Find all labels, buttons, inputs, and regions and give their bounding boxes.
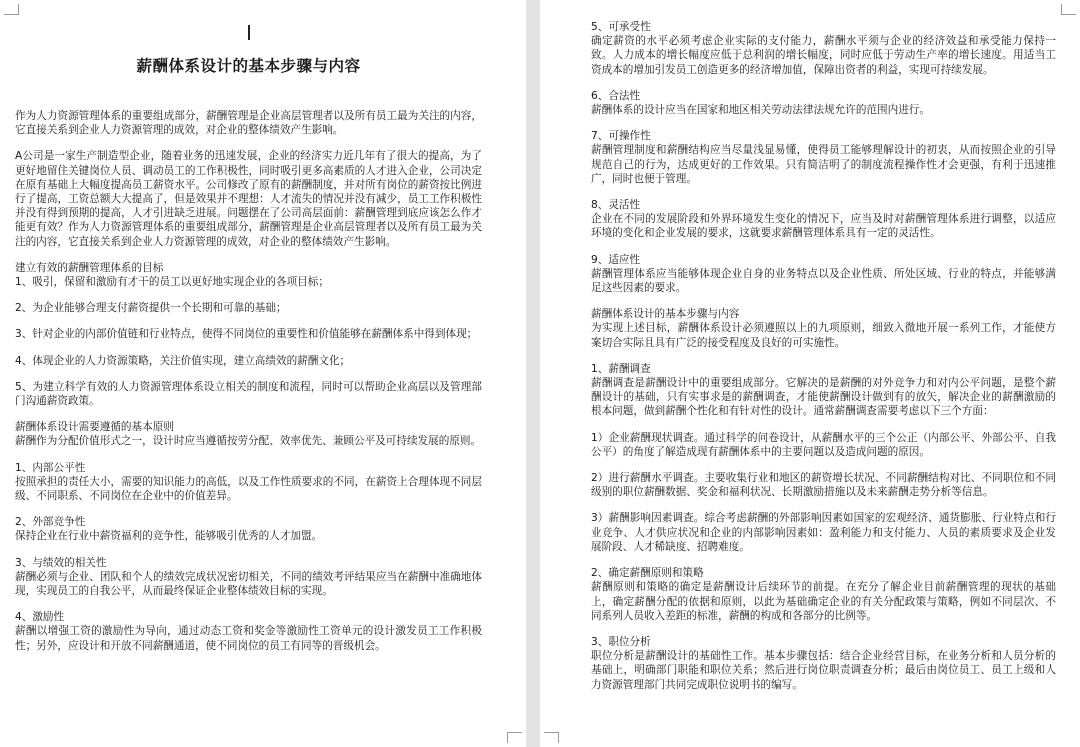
paragraph: 1、内部公平性 按照承担的责任大小，需要的知识能力的高低，以及工作性质要求的不同，在薪资上合理体现不同层级、不同职系、不同岗位在企业中的价值差异。 xyxy=(15,461,482,503)
document-page-left[interactable] xyxy=(0,0,526,747)
crop-mark xyxy=(1061,4,1076,15)
paragraph: 5、为建立科学有效的人力资源管理体系设立相关的制度和流程，同时可以帮助企业高层以及管理部门沟通薪资政策。 xyxy=(15,380,482,408)
paragraph: 3、职位分析 职位分析是薪酬设计的基础性工作。基本步骤包括：结合企业经营目标，在业务分析和人员分析的基础上，明确部门职能和职位关系；然后进行岗位职责调查分析；最后由岗位员工、员工上级和人力资源管理部门共同完成职位说明书的编写。 xyxy=(591,635,1056,691)
paragraph: A公司是一家生产制造型企业，随着业务的迅速发展，企业的经济实力近几年有了很大的提高，为了更好地留住关键岗位人员、调动员工的工作积极性，同时吸引更多高素质的人才进入企业，公司决定在原有基础上大幅度提高员工薪资水平。公司修改了原有的薪酬制度，并对所有岗位的薪资按比例进行了提高，工资总额大大提高了，但是效果并不理想：人才流失的情况并没有减少，员工工作积极性并没有得到预期的提高，人才引进缺乏进展。问题摆在了公司高层面前：薪酬管理到底应该怎么作才能更有效？作为人力资源管理体系的重要组成部分，薪酬管理是企业高层管理者以及所有员工最为关注的内容，它直接关系到企业人力资源管理的成效，对企业的整体绩效产生影响。 xyxy=(15,150,482,248)
paragraph: 3）薪酬影响因素调查。综合考虑薪酬的外部影响因素如国家的宏观经济、通货膨胀、行业特点和行业竞争、人才供应状况和企业的内部影响因素如：盈利能力和支付能力、人员的素质要求及企业发展阶段、人才稀缺度、招聘难度。 xyxy=(591,512,1056,553)
paragraph: 6、合法性 薪酬体系的设计应当在国家和地区相关劳动法律法规允许的范围内进行。 xyxy=(591,89,930,117)
paragraph: 2、外部竞争性 保持企业在行业中薪资福利的竞争性，能够吸引优秀的人才加盟。 xyxy=(15,516,323,543)
paragraph: 薪酬体系设计需要遵循的基本原则 薪酬作为分配价值形式之一，设计时应当遵循按劳分配、效率优先、兼顾公平及可持续发展的原则。 xyxy=(15,421,482,448)
paragraph: 3、针对企业的内部价值链和行业特点，使得不同岗位的重要性和价值能够在薪酬体系中得到体现； xyxy=(15,328,478,341)
paragraph: 建立有效的薪酬管理体系的目标 1、吸引，保留和激励有才干的员工以更好地实现企业的各项目标； xyxy=(15,261,329,289)
document-page-right[interactable] xyxy=(540,0,1080,747)
text-cursor xyxy=(248,25,250,40)
crop-mark xyxy=(507,732,522,743)
paragraph: 2）进行薪酬水平调查。主要收集行业和地区的薪资增长状况、不同薪酬结构对比、不同职位和不同级别的职位薪酬数据、奖金和福利状况、长期激励措施以及未来薪酬走势分析等信息。 xyxy=(591,472,1056,499)
paragraph: 4、体现企业的人力资源策略，关注价值实现，建立高绩效的薪酬文化； xyxy=(15,354,351,367)
paragraph: 作为人力资源管理体系的重要组成部分，薪酬管理是企业高层管理者以及所有员工最为关注的内容，它直接关系到企业人力资源管理的成效，对企业的整体绩效产生影响。 xyxy=(15,110,482,137)
paragraph: 4、激励性 薪酬以增强工资的激励性为导向，通过动态工资和奖金等激励性工资单元的设计激发员工工作积极性；另外，应设计和开放不同薪酬通道，使不同岗位的员工有同等的晋级机会。 xyxy=(15,611,482,652)
crop-mark xyxy=(544,732,559,743)
paragraph: 5、可承受性 确定薪资的水平必须考虑企业实际的支付能力，薪酬水平须与企业的经济效益和承受能力保持一致。人力成本的增长幅度应低于总利润的增长幅度，同时应低于劳动生产率的增长速度。用适当工资成本的增加引发员工创造更多的经济增加值，保障出资者的利益，实现可持续发展。 xyxy=(591,21,1056,76)
paragraph: 2、为企业能够合理支付薪资提供一个长期和可靠的基础； xyxy=(15,302,287,315)
page-gutter xyxy=(526,0,540,747)
document-title: 薪酬体系设计的基本步骤与内容 xyxy=(136,56,361,75)
paragraph: 3、与绩效的相关性 薪酬必须与企业、团队和个人的绩效完成状况密切相关，不同的绩效考评结果应当在薪酬中准确地体现，实现员工的自我公平，从而最终保证企业整体绩效目标的实现。 xyxy=(15,556,482,598)
paragraph: 2、确定薪酬原则和策略 薪酬原则和策略的确定是薪酬设计后续环节的前提。在充分了解企业目前薪酬管理的现状的基础上，确定薪酬分配的依据和原则，以此为基础确定企业的有关分配政策与策略，例如不同层次、不同系列人员收入差距的标准，薪酬的构成和各部分的比例等。 xyxy=(591,567,1056,622)
crop-mark xyxy=(4,4,19,15)
paragraph: 9、适应性 薪酬管理体系应当能够体现企业自身的业务特点以及企业性质、所处区域、行业的特点，并能够满足这些因素的要求。 xyxy=(591,253,1056,295)
paragraph: 薪酬体系设计的基本步骤与内容 为实现上述目标，薪酬体系设计必须遵照以上的九项原则，细致入微地开展一系列工作，才能使方案切合实际且具有广泛的接受程度及良好的可实施性。 xyxy=(591,308,1056,349)
paragraph: 8、灵活性 企业在不同的发展阶段和外界环境发生变化的情况下，应当及时对薪酬管理体系进行调整，以适应环境的变化和企业发展的要求，这就要求薪酬管理体系具有一定的灵活性。 xyxy=(591,199,1056,240)
paragraph: 1）企业薪酬现状调查。通过科学的问卷设计，从薪酬水平的三个公正（内部公平、外部公平、自我公平）的角度了解造成现有薪酬体系中的主要问题以及造成问题的原因。 xyxy=(591,431,1056,458)
paragraph: 1、薪酬调查 薪酬调查是薪酬设计中的重要组成部分。它解决的是薪酬的对外竞争力和对内公平问题，是整个薪酬设计的基础，只有实事求是的薪酬调查，才能使薪酬设计做到有的放矢，解决企业的薪酬激励的根本问题，做到薪酬个性化和有针对性的设计。通常薪酬调查需要考虑以下三个方面： xyxy=(591,362,1056,418)
paragraph: 7、可操作性 薪酬管理制度和薪酬结构应当尽量浅显易懂，使得员工能够理解设计的初衷，从而按照企业的引导规范自己的行为，达成更好的工作效果。只有简洁明了的制度流程操作性才会更强，有利于迅速推广，同时也便于管理。 xyxy=(591,130,1056,185)
